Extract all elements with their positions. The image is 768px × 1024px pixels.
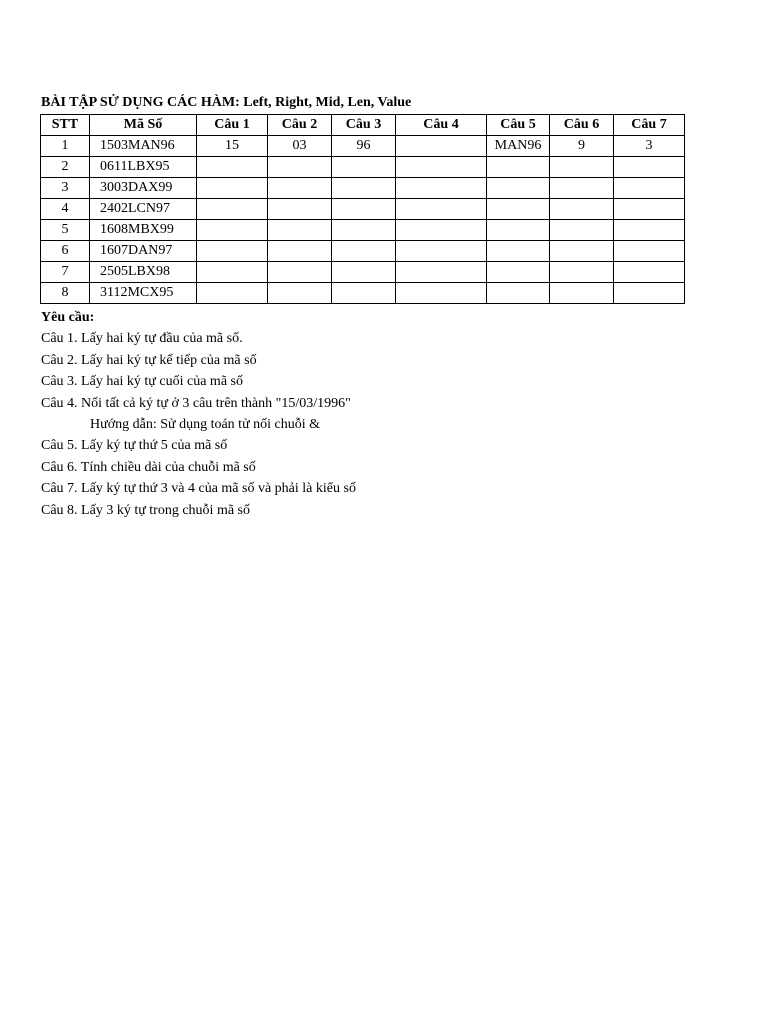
cell-stt[interactable]: 8 xyxy=(41,283,90,304)
requirements-section xyxy=(41,307,356,521)
cell-ma-so[interactable]: 3112MCX95 xyxy=(90,283,197,304)
requirement-item: Câu 8. Lấy 3 ký tự trong chuỗi mã số xyxy=(41,502,251,518)
cell-cau-3[interactable] xyxy=(332,262,396,283)
cell-cau-6[interactable] xyxy=(550,220,614,241)
cell-cau-5[interactable] xyxy=(487,241,550,262)
cell-stt[interactable]: 6 xyxy=(41,241,90,262)
cell-cau-5[interactable] xyxy=(487,199,550,220)
cell-cau-2[interactable] xyxy=(268,157,332,178)
cell-cau-5[interactable] xyxy=(487,262,550,283)
table-row xyxy=(41,262,685,283)
cell-cau-4[interactable] xyxy=(396,241,487,262)
cell-cau-4[interactable] xyxy=(396,199,487,220)
cell-cau-4[interactable] xyxy=(396,283,487,304)
table-row xyxy=(41,241,685,262)
header-row xyxy=(41,115,685,136)
header-cell-cau-3[interactable]: Câu 3 xyxy=(332,115,396,136)
cell-ma-so[interactable]: 1608MBX99 xyxy=(90,220,197,241)
cell-cau-1[interactable]: 15 xyxy=(197,136,268,157)
table-row xyxy=(41,157,685,178)
cell-cau-2[interactable]: 03 xyxy=(268,136,332,157)
cell-cau-3[interactable] xyxy=(332,283,396,304)
cell-stt[interactable]: 7 xyxy=(41,262,90,283)
header-cell-cau-7[interactable]: Câu 7 xyxy=(614,115,685,136)
cell-cau-1[interactable] xyxy=(197,178,268,199)
worksheet-title: BÀI TẬP SỬ DỤNG CÁC HÀM: Left, Right, Mid, Len, Value xyxy=(41,95,412,110)
cell-stt[interactable]: 4 xyxy=(41,199,90,220)
table-row xyxy=(41,136,685,157)
cell-cau-3[interactable] xyxy=(332,241,396,262)
header-cell-cau-5[interactable]: Câu 5 xyxy=(487,115,550,136)
requirement-item: Câu 4. Nối tất cả ký tự ở 3 câu trên thành "15/03/1996" xyxy=(41,395,351,411)
cell-ma-so[interactable]: 2402LCN97 xyxy=(90,199,197,220)
cell-cau-1[interactable] xyxy=(197,283,268,304)
cell-cau-2[interactable] xyxy=(268,241,332,262)
cell-cau-7[interactable] xyxy=(614,199,685,220)
cell-cau-5[interactable] xyxy=(487,283,550,304)
data-table xyxy=(40,114,685,304)
header-cell-cau-4[interactable]: Câu 4 xyxy=(396,115,487,136)
cell-cau-7[interactable]: 3 xyxy=(614,136,685,157)
header-cell-ma-so[interactable]: Mã Số xyxy=(90,115,197,136)
table-row xyxy=(41,283,685,304)
table-row xyxy=(41,199,685,220)
requirement-item: Câu 2. Lấy hai ký tự kế tiếp của mã số xyxy=(41,352,257,368)
cell-cau-3[interactable] xyxy=(332,199,396,220)
cell-cau-3[interactable] xyxy=(332,178,396,199)
requirement-item: Câu 7. Lấy ký tự thứ 3 và 4 của mã số và phải là kiểu số xyxy=(41,481,356,497)
cell-cau-2[interactable] xyxy=(268,199,332,220)
requirement-item: Câu 5. Lấy ký tự thứ 5 của mã số xyxy=(41,438,228,454)
cell-cau-1[interactable] xyxy=(197,157,268,178)
cell-cau-2[interactable] xyxy=(268,178,332,199)
cell-ma-so[interactable]: 1503MAN96 xyxy=(90,136,197,157)
cell-stt[interactable]: 5 xyxy=(41,220,90,241)
cell-cau-1[interactable] xyxy=(197,220,268,241)
header-cell-cau-6[interactable]: Câu 6 xyxy=(550,115,614,136)
cell-cau-6[interactable] xyxy=(550,157,614,178)
requirement-item: Câu 1. Lấy hai ký tự đầu của mã số. xyxy=(41,331,243,347)
cell-cau-1[interactable] xyxy=(197,241,268,262)
cell-cau-5[interactable] xyxy=(487,220,550,241)
cell-cau-4[interactable] xyxy=(396,178,487,199)
cell-stt[interactable]: 3 xyxy=(41,178,90,199)
cell-cau-4[interactable] xyxy=(396,136,487,157)
cell-cau-4[interactable] xyxy=(396,220,487,241)
header-cell-cau-2[interactable]: Câu 2 xyxy=(268,115,332,136)
cell-cau-6[interactable] xyxy=(550,283,614,304)
cell-cau-1[interactable] xyxy=(197,262,268,283)
cell-stt[interactable]: 1 xyxy=(41,136,90,157)
header-cell-stt[interactable]: STT xyxy=(41,115,90,136)
requirements-heading: Yêu cầu: xyxy=(41,310,95,325)
table-row xyxy=(41,178,685,199)
cell-cau-6[interactable] xyxy=(550,199,614,220)
table-row xyxy=(41,220,685,241)
cell-cau-3[interactable]: 96 xyxy=(332,136,396,157)
cell-ma-so[interactable]: 1607DAN97 xyxy=(90,241,197,262)
cell-ma-so[interactable]: 0611LBX95 xyxy=(90,157,197,178)
cell-cau-7[interactable] xyxy=(614,220,685,241)
cell-cau-5[interactable] xyxy=(487,178,550,199)
cell-cau-6[interactable] xyxy=(550,241,614,262)
cell-cau-7[interactable] xyxy=(614,283,685,304)
header-cell-cau-1[interactable]: Câu 1 xyxy=(197,115,268,136)
requirement-item: Câu 3. Lấy hai ký tự cuối của mã số xyxy=(41,374,243,390)
cell-cau-7[interactable] xyxy=(614,262,685,283)
requirement-hint: Hướng dẫn: Sử dụng toán tử nối chuỗi & xyxy=(90,417,321,433)
cell-cau-3[interactable] xyxy=(332,220,396,241)
cell-stt[interactable]: 2 xyxy=(41,157,90,178)
cell-cau-2[interactable] xyxy=(268,262,332,283)
cell-cau-4[interactable] xyxy=(396,157,487,178)
table-body xyxy=(41,136,685,304)
cell-ma-so[interactable]: 2505LBX98 xyxy=(90,262,197,283)
requirement-item: Câu 6. Tính chiều dài của chuỗi mã số xyxy=(41,459,256,475)
cell-cau-3[interactable] xyxy=(332,157,396,178)
cell-cau-6[interactable] xyxy=(550,262,614,283)
cell-cau-6[interactable] xyxy=(550,178,614,199)
cell-cau-5[interactable] xyxy=(487,157,550,178)
cell-cau-2[interactable] xyxy=(268,220,332,241)
cell-cau-4[interactable] xyxy=(396,262,487,283)
cell-ma-so[interactable]: 3003DAX99 xyxy=(90,178,197,199)
cell-cau-7[interactable] xyxy=(614,157,685,178)
cell-cau-6[interactable]: 9 xyxy=(550,136,614,157)
cell-cau-7[interactable] xyxy=(614,178,685,199)
cell-cau-5[interactable]: MAN96 xyxy=(487,136,550,157)
cell-cau-7[interactable] xyxy=(614,241,685,262)
cell-cau-2[interactable] xyxy=(268,283,332,304)
cell-cau-1[interactable] xyxy=(197,199,268,220)
